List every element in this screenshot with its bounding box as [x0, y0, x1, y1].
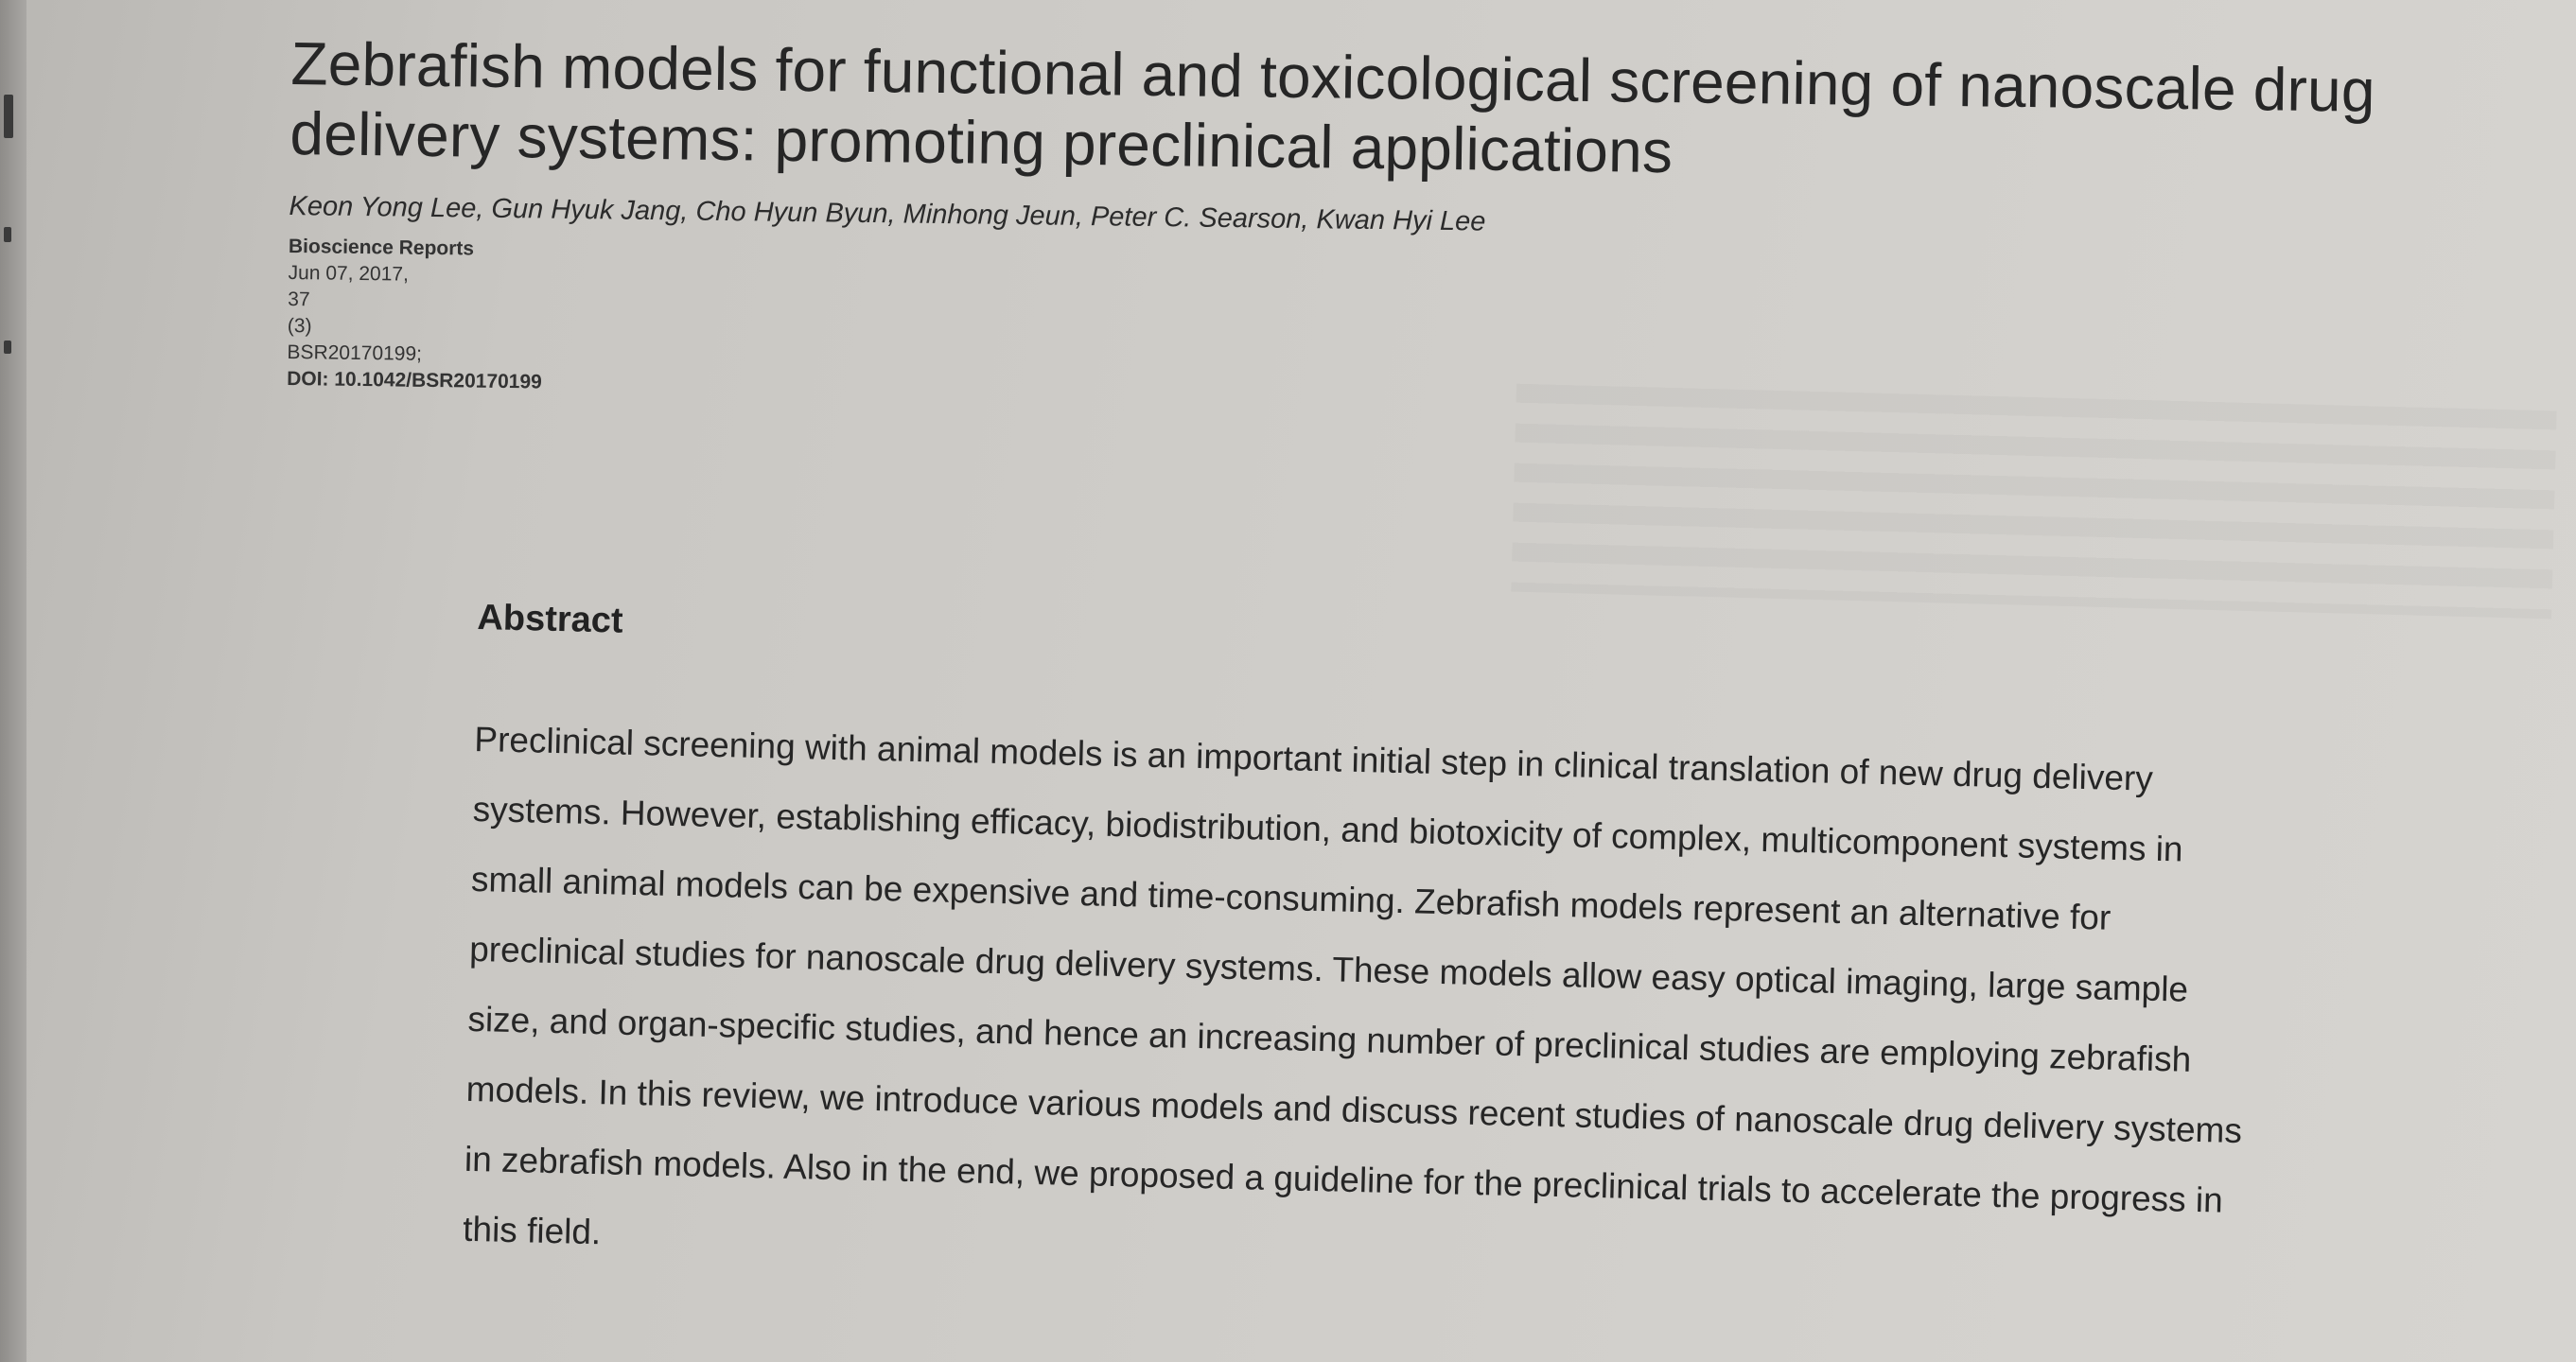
author-list: Keon Yong Lee, Gun Hyuk Jang, Cho Hyun Byun, Minhong Jeun, Peter C. Searson, Kwan Hyi Lee: [289, 190, 1486, 237]
edge-mark: [4, 227, 11, 242]
doi: DOI: 10.1042/BSR20170199: [286, 367, 542, 393]
article-title: Zebrafish models for functional and toxicological screening of nanoscale drug delivery systems: promoting preclinical applications: [289, 28, 2376, 186]
abstract-text: Preclinical screening with animal models is an important initial step in clinical translation of new drug delivery systems. However, establishing efficacy, biodistribution, and biotoxicity of complex, multicomponent systems in small animal models can be expensive and time-consuming. Zebrafish models represent an alternative for preclinical studies for nanoscale drug delivery systems. These models allow easy optical imaging, large sample size, and organ-specific studies, and hence an increasing number of preclinical studies are employing zebrafish models. In this review, we introduce various models and discuss recent studies of nanoscale drug delivery systems in zebrafish models. Also in the end, we proposed a guideline for the preclinical trials to accelerate the progress in this field.: [462, 719, 2243, 1252]
article-header: [287, 28, 2524, 422]
publication-date: Jun 07, 2017,: [288, 261, 410, 286]
edge-mark: [4, 95, 13, 138]
volume: 37: [288, 288, 310, 311]
edge-mark: [4, 340, 11, 354]
page-edge: [0, 0, 26, 1362]
citation-meta: [287, 234, 2521, 422]
article-number: BSR20170199;: [287, 340, 423, 365]
abstract-section: [462, 598, 2274, 1307]
journal-name: Bioscience Reports: [288, 235, 475, 260]
abstract-heading: Abstract: [477, 598, 624, 641]
issue: (3): [287, 314, 312, 338]
